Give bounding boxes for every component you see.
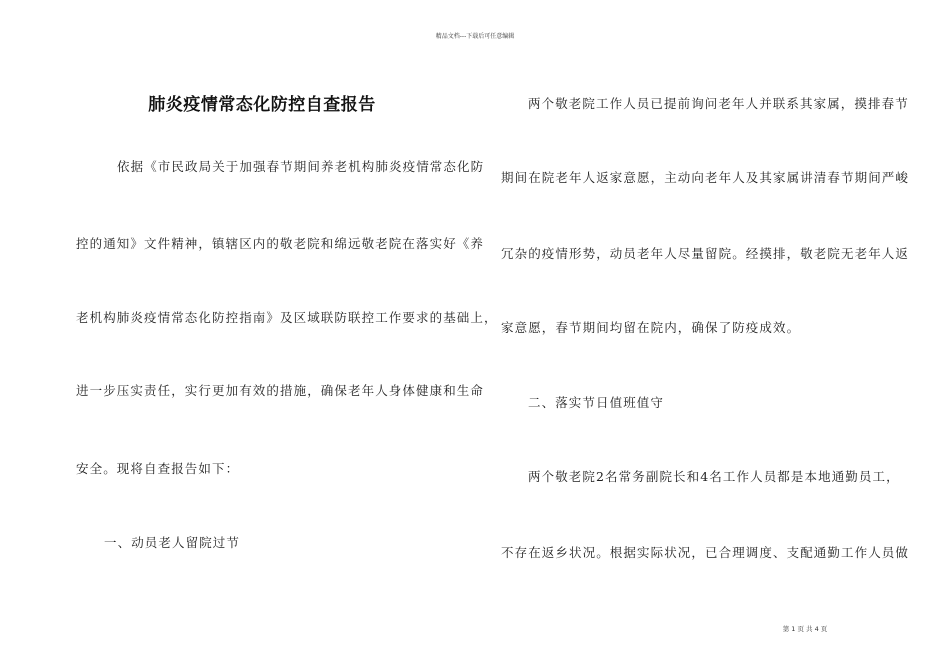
section-heading-2: 二、落实节日值班值守 (528, 395, 665, 410)
left-line-4: 进一步压实责任，实行更加有效的措施，确保老年人身体健康和生命 (76, 383, 485, 398)
right-line-6: 两个敬老院2名常务副院长和4名工作人员都是本地通勤员工， (528, 469, 900, 484)
left-line-1: 依据《市民政局关于加强春节期间养老机构肺炎疫情常态化防 (117, 159, 485, 174)
right-line-1: 两个敬老院工作人员已提前询问老年人并联系其家属，摸排春节 (528, 96, 909, 111)
right-line-7: 不存在返乡状况。根据实际状况，已合理调度、支配通勤工作人员做 (501, 545, 910, 560)
page-footer: 第 1 页 共 4 页 (782, 625, 828, 633)
left-line-2: 控的通知》文件精神，镇辖区内的敬老院和绵远敬老院在落实好《养 (76, 236, 485, 251)
right-line-4: 家意愿，春节期间均留在院内，确保了防疫成效。 (501, 320, 801, 335)
left-line-3: 老机构肺炎疫情常态化防控指南》及区域联防联控工作要求的基础上， (76, 310, 498, 325)
right-line-2: 期间在院老年人返家意愿，主动向老年人及其家属讲清春节期间严峻 (501, 170, 910, 185)
right-line-3: 冗杂的疫情形势，动员老年人尽量留院。经摸排，敬老院无老年人返 (501, 246, 910, 261)
left-line-5: 安全。现将自查报告如下： (76, 461, 240, 476)
document-title: 肺炎疫情常态化防控自查报告 (148, 95, 376, 115)
page-header-note: 精品文档---下载后可任意编辑 (435, 33, 515, 40)
section-heading-1: 一、动员老人留院过节 (104, 535, 241, 550)
